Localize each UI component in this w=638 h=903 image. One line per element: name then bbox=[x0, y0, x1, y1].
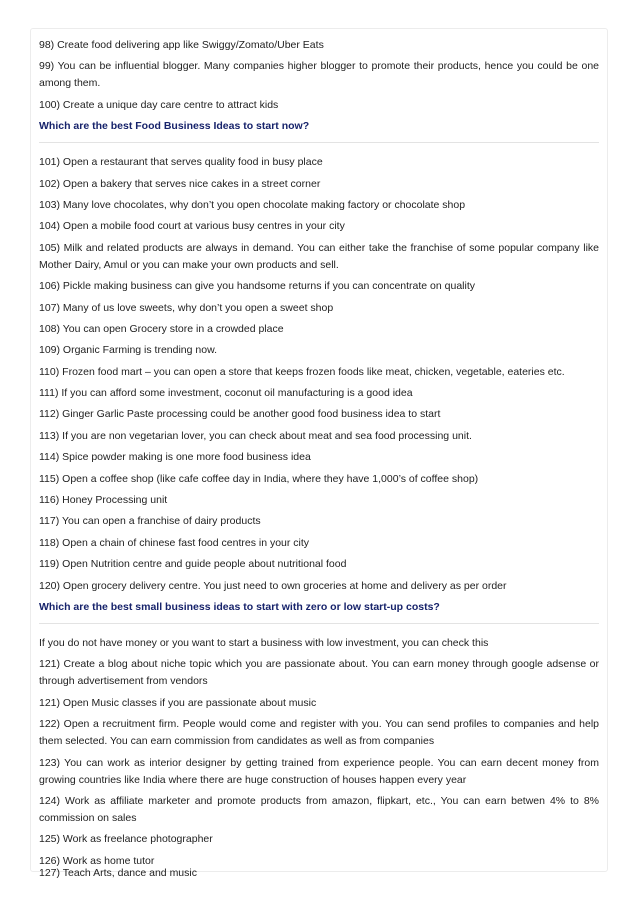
list-item: 105) Milk and related products are always in demand. You can either take the franchise of some popular company like Mother Dairy, Amul or you can make your own products and sell. bbox=[39, 241, 599, 271]
list-item: 101) Open a restaurant that serves quality food in busy place bbox=[39, 156, 323, 169]
list-item: 102) Open a bakery that serves nice cakes in a street corner bbox=[39, 177, 321, 190]
list-item: 111) If you can afford some investment, coconut oil manufacturing is a good idea bbox=[39, 387, 413, 400]
list-item: 117) You can open a franchise of dairy products bbox=[39, 515, 261, 528]
list-item: 123) You can work as interior designer by getting trained from experience people. You can earn decent money from growing countries like India where there are huge construction of houses happen every year bbox=[39, 756, 599, 786]
document-content bbox=[39, 37, 599, 874]
list-item: 110) Frozen food mart – you can open a store that keeps frozen foods like meat, chicken, vegetable, eateries etc. bbox=[39, 365, 565, 378]
list-item: 120) Open grocery delivery centre. You just need to own groceries at home and delivery as per order bbox=[39, 579, 507, 592]
document-page bbox=[30, 28, 608, 879]
list-item: 103) Many love chocolates, why don’t you open chocolate making factory or chocolate shop bbox=[39, 198, 466, 211]
list-item: 98) Create food delivering app like Swiggy/Zomato/Uber Eats bbox=[39, 39, 324, 51]
list-item: 99) You can be influential blogger. Many companies higher blogger to promote their products, hence you could be one among them. bbox=[39, 60, 599, 90]
list-item: 121) Open Music classes if you are passionate about music bbox=[39, 696, 317, 709]
intro-paragraph: If you do not have money or you want to start a business with low investment, you can check this bbox=[39, 636, 489, 649]
list-item: 109) Organic Farming is trending now. bbox=[39, 344, 218, 357]
section-heading-low-cost-ideas: Which are the best small business ideas to start with zero or low start-up costs? bbox=[39, 599, 599, 624]
list-item: 125) Work as freelance photographer bbox=[39, 833, 213, 846]
list-item: 113) If you are non vegetarian lover, you can check about meat and sea food processing unit. bbox=[39, 429, 472, 442]
list-item: 115) Open a coffee shop (like cafe coffee day in India, where they have 1,000’s of coffee shop) bbox=[39, 472, 479, 485]
list-item: 100) Create a unique day care centre to attract kids bbox=[39, 98, 279, 111]
list-item: 118) Open a chain of chinese fast food centres in your city bbox=[39, 536, 310, 549]
list-item: 116) Honey Processing unit bbox=[39, 494, 168, 507]
list-item: 112) Ginger Garlic Paste processing could be another good food business idea to start bbox=[39, 408, 441, 421]
list-item: 122) Open a recruitment firm. People would come and register with you. You can send profiles to companies and help them selected. You can earn commission from candidates as well as from companies bbox=[39, 718, 599, 748]
list-item: 104) Open a mobile food court at various busy centres in your city bbox=[39, 220, 345, 233]
list-item: 124) Work as affiliate marketer and promote products from amazon, flipkart, etc., You can earn betwen 4% to 8% commission on sales bbox=[39, 794, 599, 824]
list-item: 119) Open Nutrition centre and guide people about nutritional food bbox=[39, 558, 347, 571]
list-item: 121) Create a blog about niche topic which you are passionate about. You can earn money through google adsense or through advertisement from vendors bbox=[39, 658, 599, 688]
list-item: 126) Work as home tutor bbox=[39, 854, 155, 867]
section-heading-food-business: Which are the best Food Business Ideas to start now? bbox=[39, 118, 599, 143]
list-item: 108) You can open Grocery store in a crowded place bbox=[39, 322, 284, 335]
list-item: 114) Spice powder making is one more food business idea bbox=[39, 451, 311, 464]
list-item: 127) Teach Arts, dance and music bbox=[39, 867, 197, 879]
list-item: 106) Pickle making business can give you handsome returns if you can concentrate on quality bbox=[39, 280, 475, 293]
list-item: 107) Many of us love sweets, why don’t you open a sweet shop bbox=[39, 301, 334, 314]
cut-off-line bbox=[39, 865, 599, 879]
